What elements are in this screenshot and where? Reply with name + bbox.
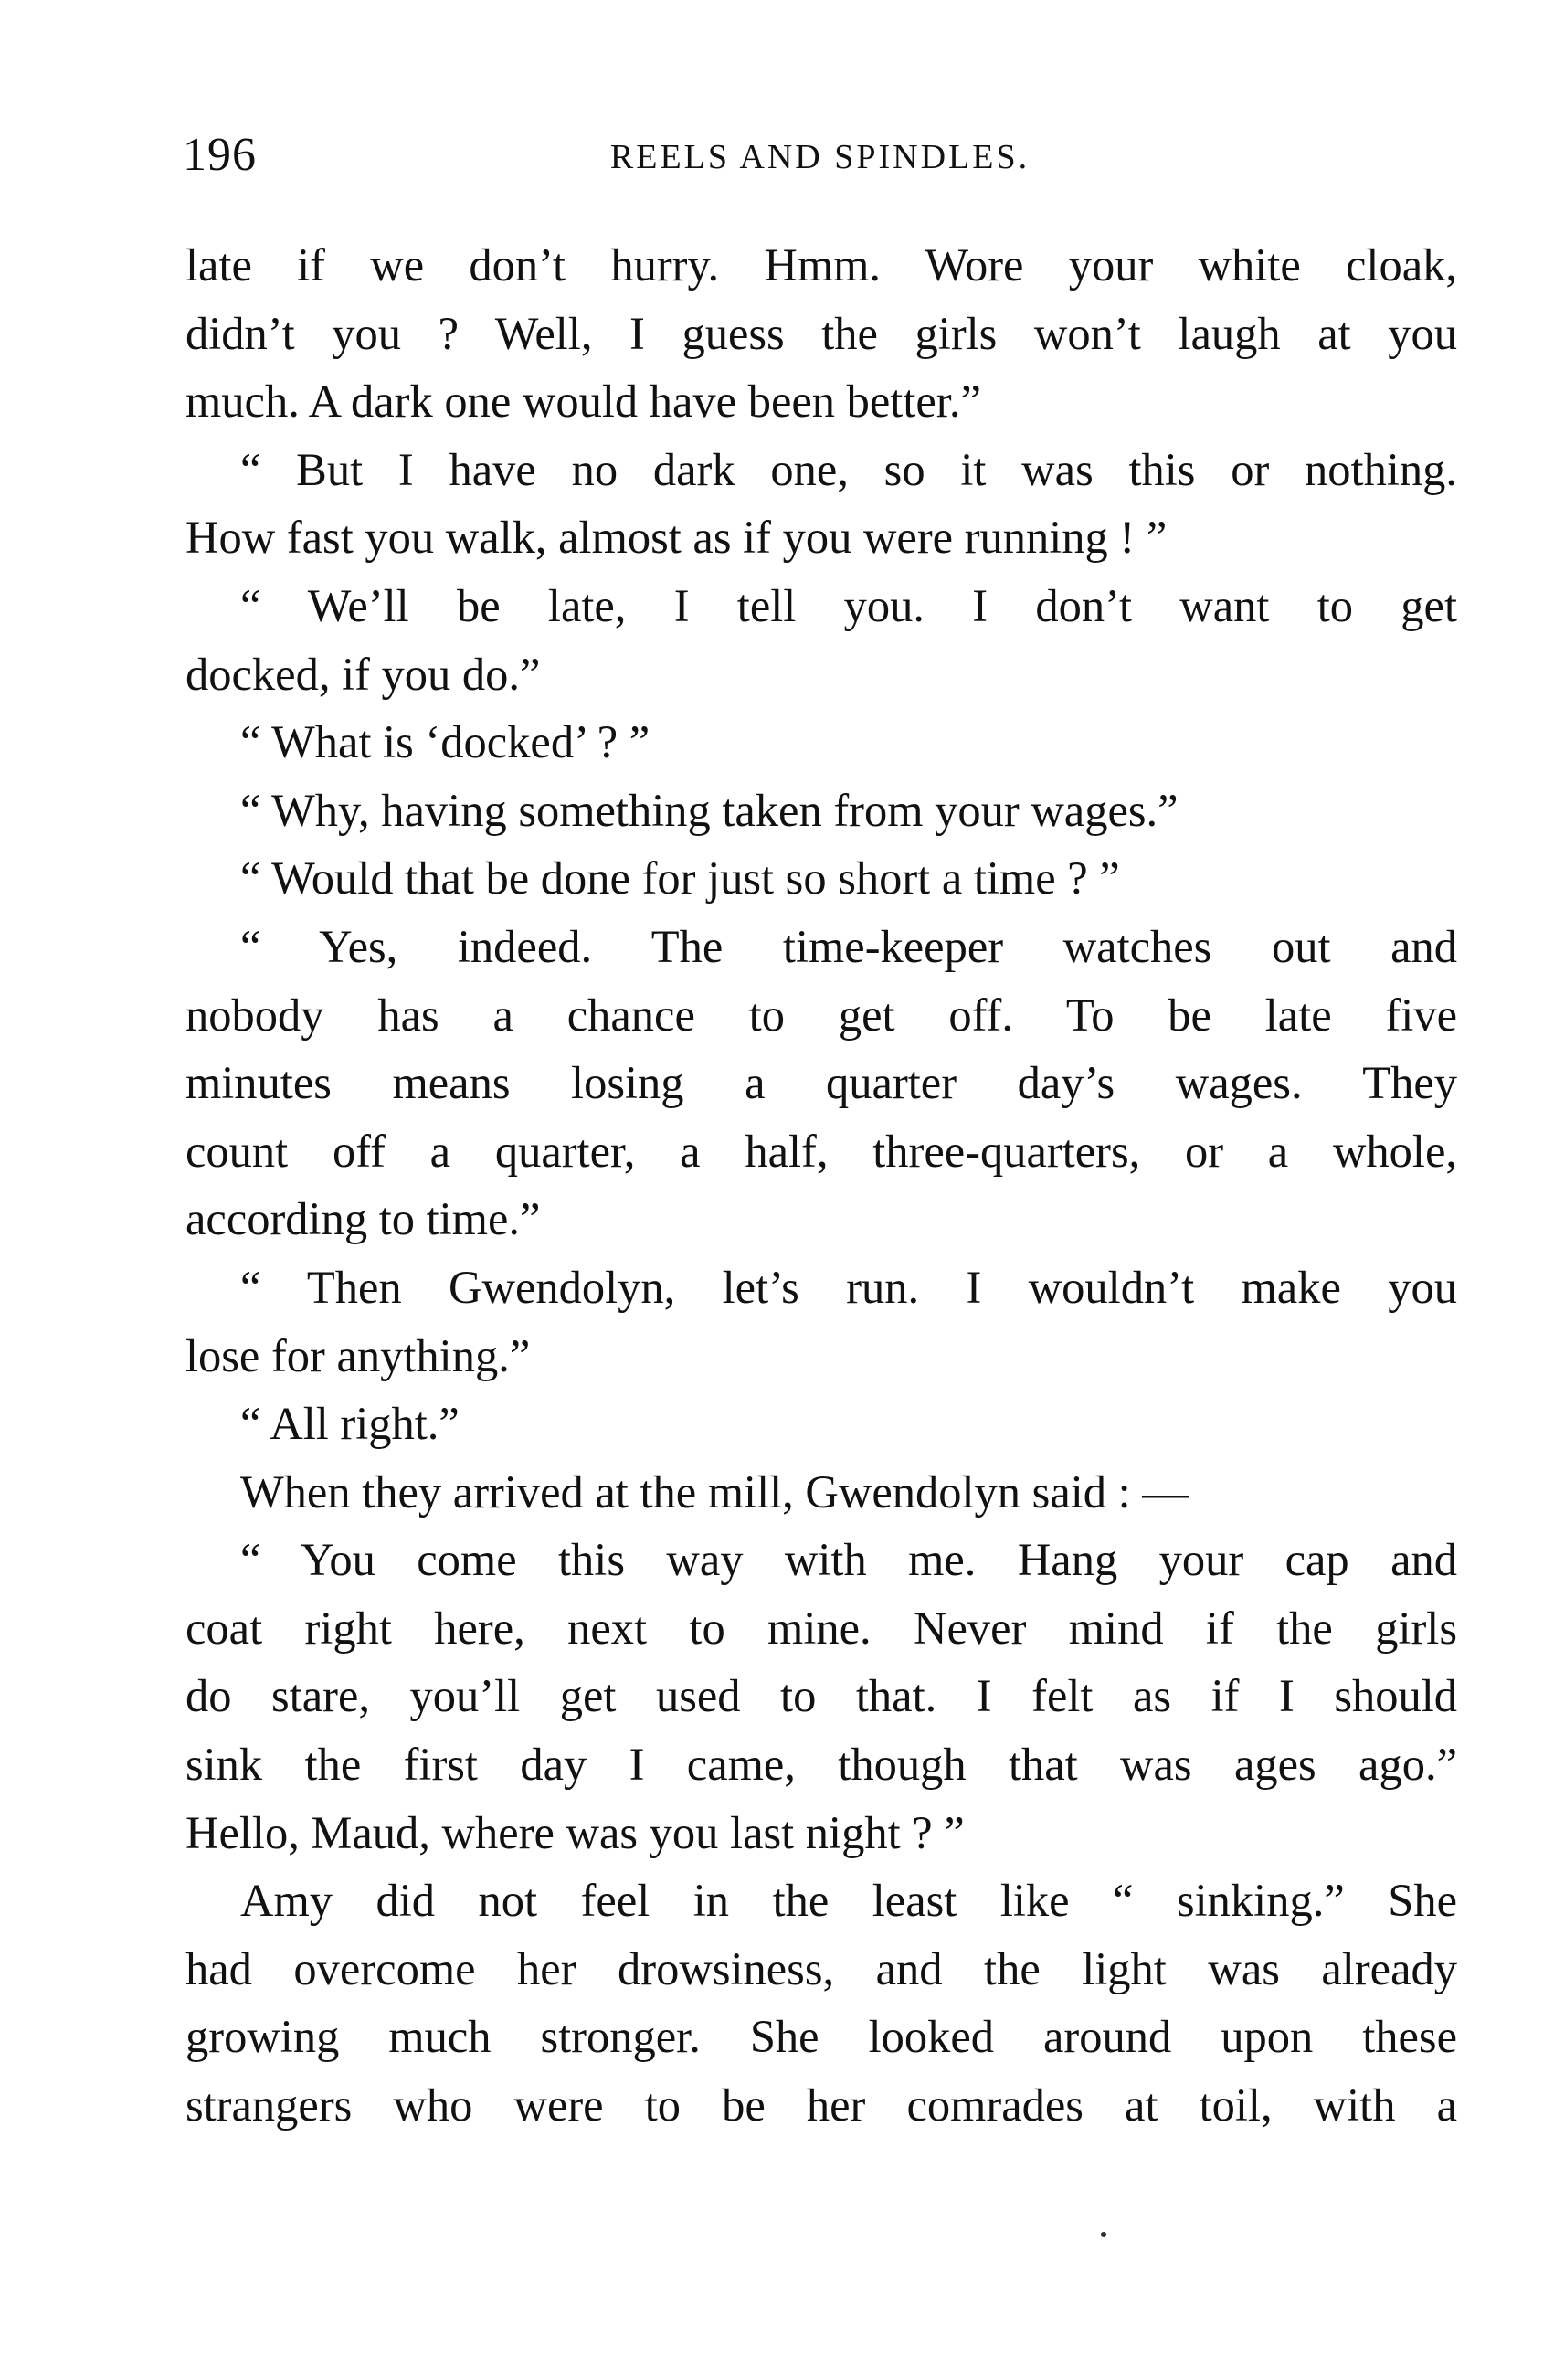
text-line: according to time.”	[185, 1193, 541, 1245]
text-line: much. A dark one would have been better.”	[185, 376, 981, 428]
text-line: late if we don’t hurry. Hmm. Wore your white cloak,	[185, 239, 1457, 291]
text-line: minutes means losing a quarter day’s wages. They	[185, 1057, 1457, 1109]
text-line: do stare, you’ll get used to that. I felt as if I should	[185, 1670, 1457, 1722]
text-line: When they arrived at the mill, Gwendolyn said : —	[240, 1465, 1189, 1518]
text-line: sink the first day I came, though that was ages ago.”	[185, 1739, 1457, 1791]
text-line: strangers who were to be her comrades at toil, with a	[185, 2079, 1457, 2131]
text-line: Hello, Maud, where was you last night ? ”	[185, 1806, 965, 1858]
text-line: “ Would that be done for just so short a time ? ”	[240, 852, 1120, 904]
text-line: How fast you walk, almost as if you were running ! ”	[185, 512, 1168, 564]
text-line: Amy did not feel in the least like “ sinking.” She	[240, 1875, 1457, 1927]
text-line: “ We’ll be late, I tell you. I don’t want to get	[240, 579, 1457, 631]
text-line: lose for anything.”	[185, 1329, 531, 1381]
text-line: “ All right.”	[240, 1398, 460, 1450]
text-line: “ You come this way with me. Hang your cap and	[240, 1534, 1457, 1586]
page-number: 196	[183, 129, 257, 181]
text-line: nobody has a chance to get off. To be late five	[185, 989, 1457, 1041]
text-line: coat right here, next to mine. Never mind if the girls	[185, 1602, 1457, 1654]
text-line: “ What is ‘docked’ ? ”	[240, 716, 650, 768]
text-line: didn’t you ? Well, I guess the girls won’t laugh at you	[185, 307, 1457, 359]
text-line: count off a quarter, a half, three-quarters, or a whole,	[185, 1125, 1457, 1177]
text-line: “ Then Gwendolyn, let’s run. I wouldn’t make you	[240, 1261, 1457, 1313]
text-line: had overcome her drowsiness, and the light was already	[185, 1942, 1457, 1994]
text-line: docked, if you do.”	[185, 648, 541, 700]
print-speck	[1101, 2232, 1106, 2237]
text-line: “ But I have no dark one, so it was this or nothing.	[240, 443, 1457, 495]
page-header	[183, 128, 1457, 183]
text-line: growing much stronger. She looked around upon these	[185, 2011, 1457, 2063]
text-line: “ Why, having something taken from your wages.”	[240, 784, 1179, 836]
text-line: “ Yes, indeed. The time-keeper watches out and	[240, 920, 1457, 972]
body-text	[185, 231, 1457, 2140]
running-head: REELS AND SPINDLES.	[609, 138, 1031, 176]
